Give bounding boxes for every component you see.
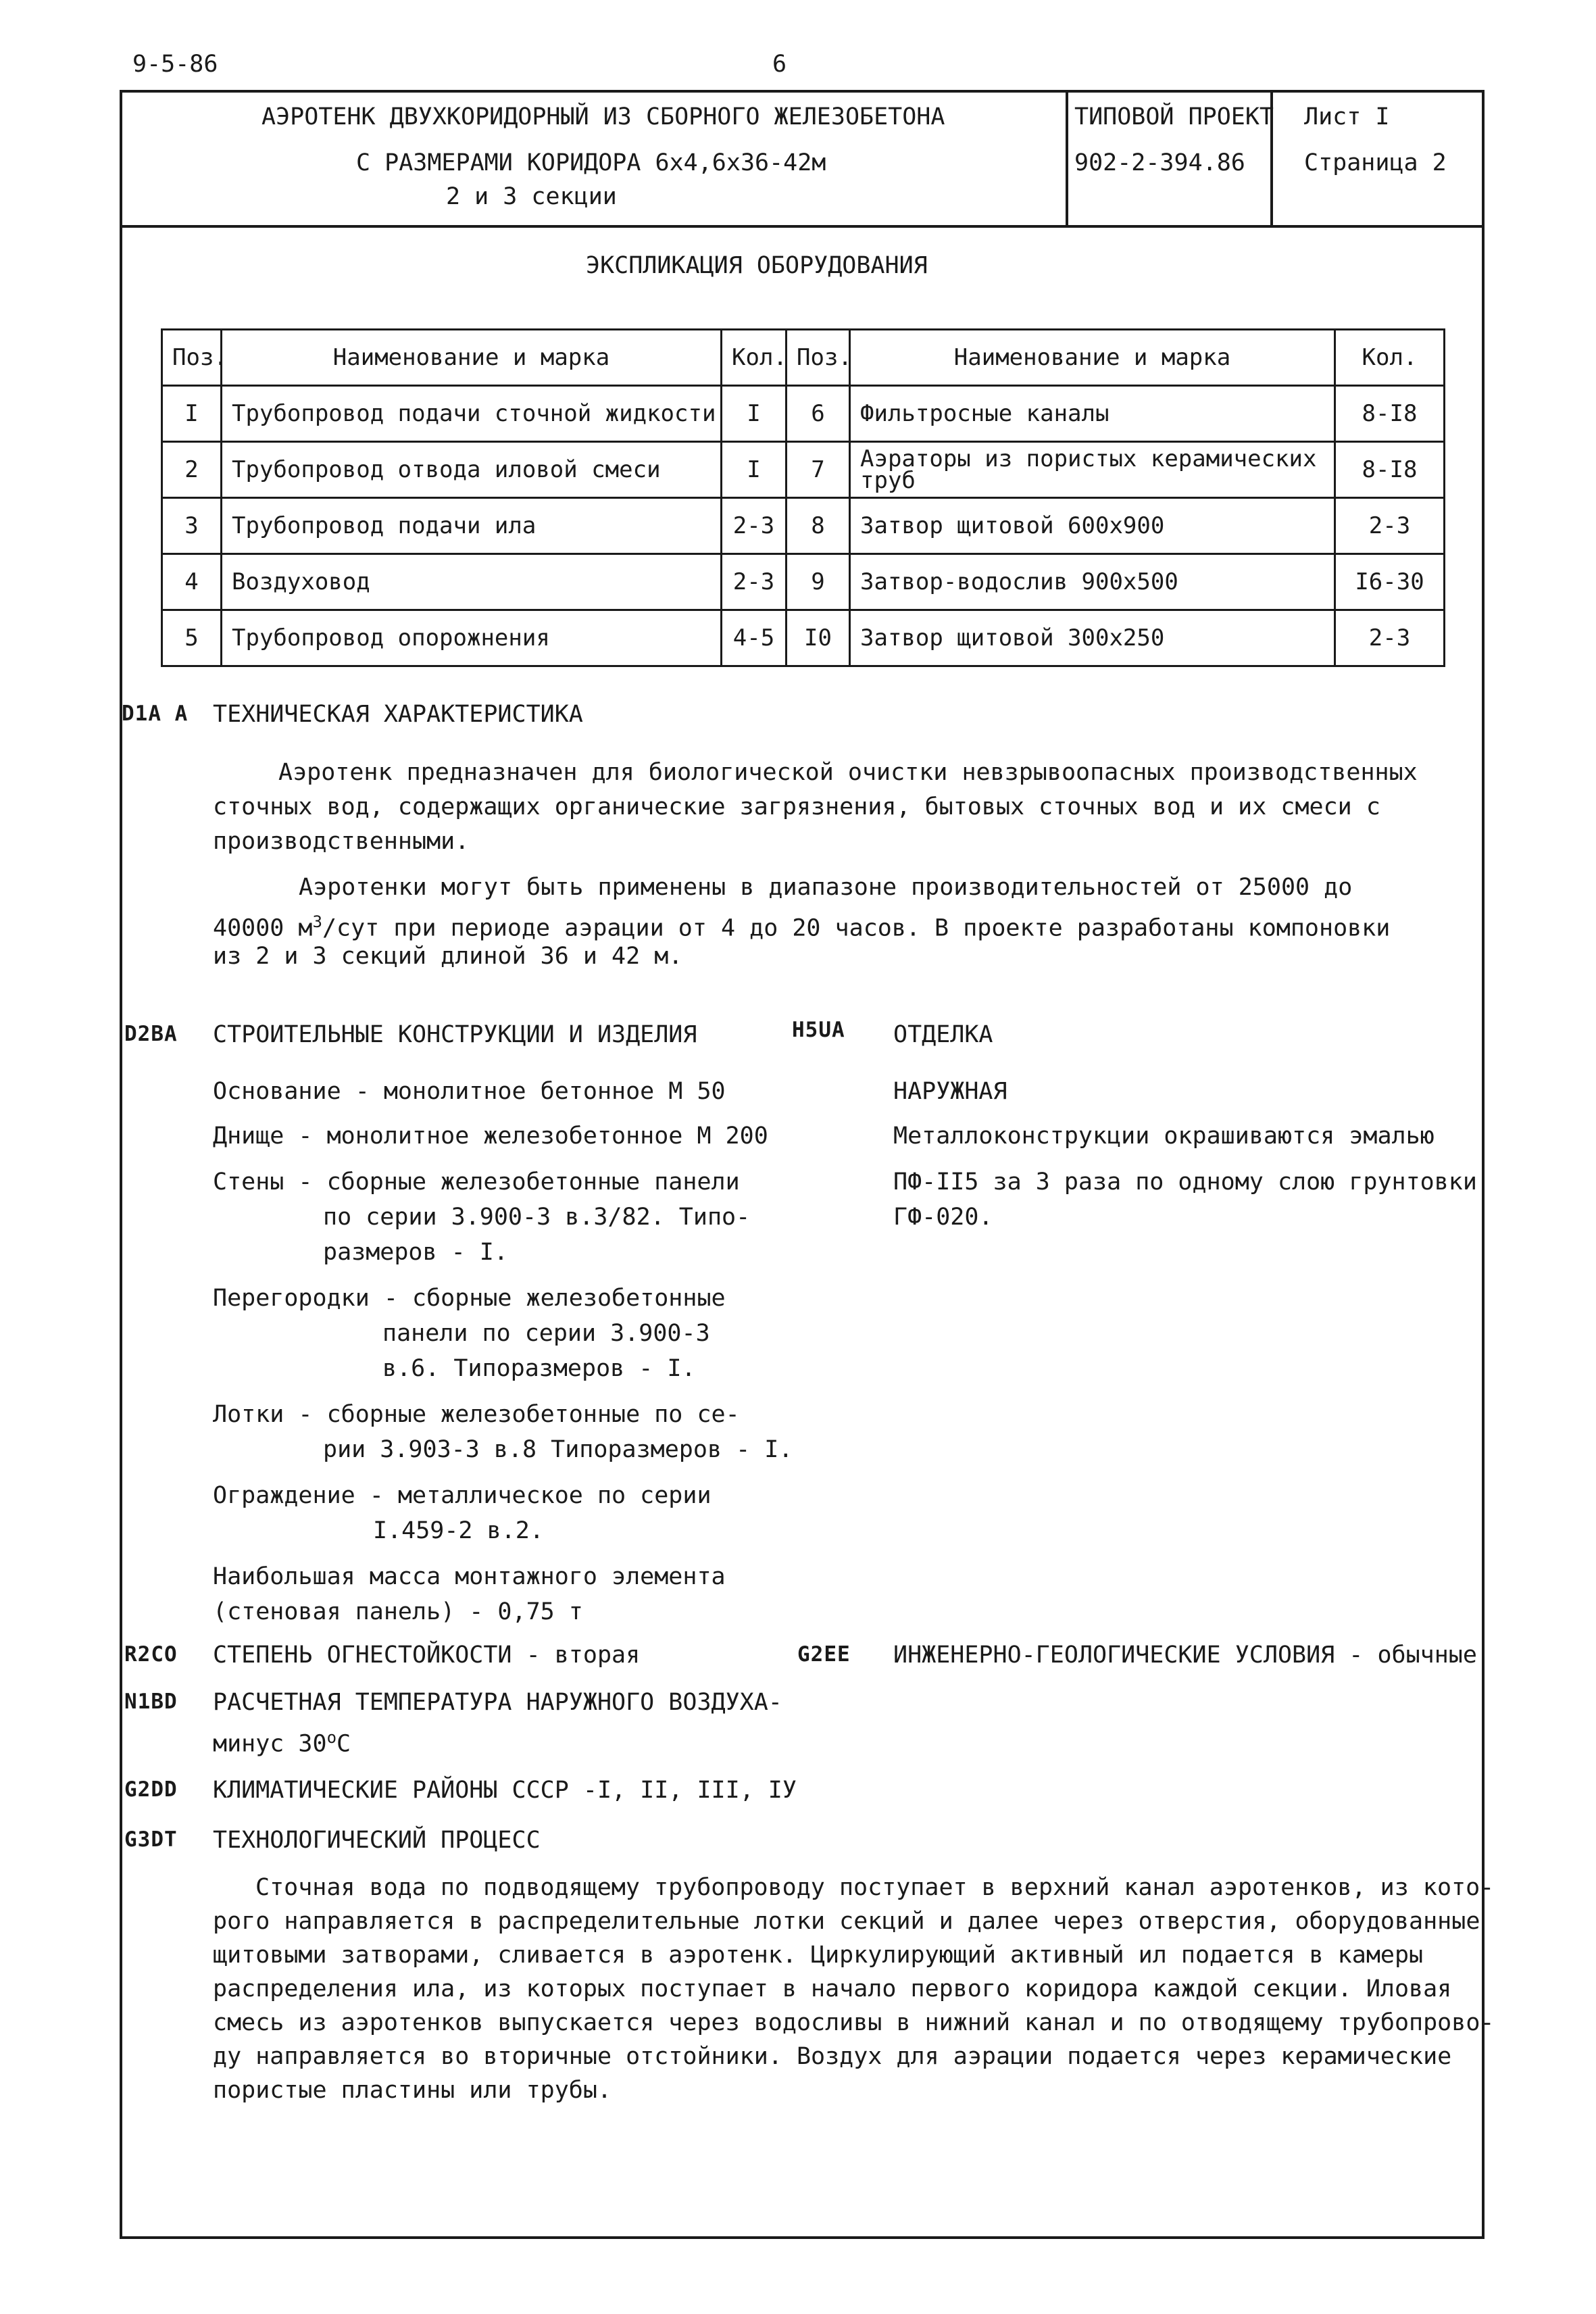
document-code: 9-5-86 [132,51,218,78]
section-code: D1A A [122,701,189,726]
quantity-cell: 4-5 [722,610,787,666]
position-cell: I [162,386,222,442]
name-cell: Трубопровод отвода иловой смеси [222,442,722,498]
position-cell: 6 [787,386,850,442]
paragraph-line: из 2 и 3 секций длиной 36 и 42 м. [213,943,683,970]
paragraph-line: щитовыми затворами, сливается в аэротенк. Циркулирующий активный ил подается в камеры [213,1942,1424,1969]
text-span: С [336,1730,351,1758]
title-line-1: АЭРОТЕНК ДВУХКОРИДОРНЫЙ ИЗ СБОРНОГО ЖЕЛЕЗОБЕТОНА [261,103,945,130]
section-code: R2CO [124,1642,178,1667]
construction-line: Перегородки - сборные железобетонные [213,1285,726,1312]
quantity-cell: 2-3 [1335,498,1445,554]
project-label: ТИПОВОЙ ПРОЕКТ [1074,103,1274,130]
name-cell: Фильтросные каналы [850,386,1335,442]
table-row [162,610,1445,666]
column-header: Поз. [162,330,222,386]
quantity-cell: I6-30 [1335,554,1445,610]
position-cell: I0 [787,610,850,666]
paragraph-line: Аэротенк предназначен для биологической очистки невзрывоопасных производственных [278,759,1418,786]
title-line-3: 2 и 3 секции [446,183,617,210]
table-row [162,554,1445,610]
construction-line: I.459-2 в.2. [373,1517,544,1544]
quantity-cell: I [722,442,787,498]
construction-line: Лотки - сборные железобетонные по се- [213,1401,740,1428]
quantity-cell: 8-I8 [1335,386,1445,442]
name-cell: Воздуховод [222,554,722,610]
section-code: H5UA [792,1018,845,1042]
name-cell: Затвор-водослив 900х500 [850,554,1335,610]
name-cell-line: Аэраторы из пористых керамических [860,445,1317,472]
quantity-cell: 2-3 [1335,610,1445,666]
fire-resistance: СТЕПЕНЬ ОГНЕСТОЙКОСТИ - вторая [213,1642,641,1669]
geology-conditions: ИНЖЕНЕРНО-ГЕОЛОГИЧЕСКИЕ УСЛОВИЯ - обычные [893,1642,1477,1669]
sheet-label: Лист I [1304,103,1390,130]
paragraph-line: производственными. [213,828,470,855]
text-span: минус 30 [213,1730,327,1758]
section-code: G2EE [797,1642,851,1667]
construction-line: Стены - сборные железобетонные панели [213,1168,740,1196]
section-code: N1BD [124,1690,178,1714]
column-header: Наименование и марка [222,330,722,386]
name-cell: Трубопровод подачи сточной жидкости [222,386,722,442]
position-cell: 2 [162,442,222,498]
column-header: Кол. [1335,330,1445,386]
position-cell: 3 [162,498,222,554]
equipment-table [161,328,1445,667]
paragraph-line: Аэротенки могут быть применены в диапазоне производительностей от 25000 до [299,874,1353,901]
position-cell: 9 [787,554,850,610]
table-row [162,386,1445,442]
construction-line: по серии 3.900-3 в.3/82. Типо- [323,1204,751,1231]
paragraph-line: смесь из аэротенков выпускается через водосливы в нижний канал и по отводящему трубопрово- [213,2009,1495,2036]
name-cell [850,442,1335,498]
superscript: о [326,1728,337,1747]
paragraph-line: Сточная вода по подводящему трубопроводу поступает в верхний канал аэротенков, из кото- [255,1874,1495,1901]
construction-line: размеров - I. [323,1239,508,1266]
title-line-2: С РАЗМЕРАМИ КОРИДОРА 6х4,6х36-42м [356,149,826,176]
finishing-line: ПФ-II5 за 3 раза по одному слою грунтовки [893,1168,1477,1196]
paragraph-line: рого направляется в распределительные лотки секций и далее через отверстия, оборудованные [213,1908,1480,1935]
project-number: 902-2-394.86 [1074,149,1245,176]
construction-line: в.6. Типоразмеров - I. [382,1355,696,1382]
paragraph-line: ду направляется во вторичные отстойники. Воздух для аэрации подается через керамические [213,2043,1452,2070]
quantity-cell: I [722,386,787,442]
construction-line: Наибольшая масса монтажного элемента [213,1563,726,1590]
temperature-line [213,1721,351,1761]
section-code: G2DD [124,1777,178,1802]
quantity-cell: 2-3 [722,554,787,610]
construction-line: (стеновая панель) - 0,75 т [213,1598,583,1625]
title-block-divider [120,225,1485,228]
section-heading: ТЕХНОЛОГИЧЕСКИЙ ПРОЦЕСС [213,1827,541,1854]
climate-regions: КЛИМАТИЧЕСКИЕ РАЙОНЫ СССР -I, II, III, IУ [213,1777,797,1804]
explication-title: ЭКСПЛИКАЦИЯ ОБОРУДОВАНИЯ [586,252,928,279]
name-cell: Трубопровод подачи ила [222,498,722,554]
column-header: Наименование и марка [850,330,1335,386]
construction-line: рии 3.903-3 в.8 Типоразмеров - I. [323,1436,793,1463]
finishing-line: Металлоконструкции окрашиваются эмалью [893,1123,1435,1150]
section-heading: ТЕХНИЧЕСКАЯ ХАРАКТЕРИСТИКА [213,701,583,728]
name-cell: Трубопровод опорожнения [222,610,722,666]
column-header: Кол. [722,330,787,386]
page-label: Страница 2 [1304,149,1447,176]
name-cell-line: труб [860,467,916,494]
position-cell: 5 [162,610,222,666]
section-code: D2BA [124,1022,178,1046]
construction-line: панели по серии 3.900-3 [382,1320,710,1347]
construction-line: Ограждение - металлическое по серии [213,1482,712,1509]
table-row [162,498,1445,554]
table-row [162,442,1445,498]
title-block-divider [1066,90,1068,226]
quantity-cell: 2-3 [722,498,787,554]
paragraph-line: сточных вод, содержащих органические загрязнения, бытовых сточных вод и их смеси с [213,793,1380,820]
column-header: Поз. [787,330,850,386]
section-heading: СТРОИТЕЛЬНЫЕ КОНСТРУКЦИИ И ИЗДЕЛИЯ [213,1021,697,1048]
name-cell: Затвор щитовой 300х250 [850,610,1335,666]
quantity-cell: 8-I8 [1335,442,1445,498]
position-cell: 7 [787,442,850,498]
finishing-line: ГФ-020. [893,1204,993,1231]
superscript: 3 [312,912,322,931]
construction-line: Днище - монолитное железобетонное М 200 [213,1123,768,1150]
text-span: 40000 м [213,914,313,942]
page-number: 6 [772,51,787,78]
section-heading: ОТДЕЛКА [893,1021,993,1048]
section-code: G3DT [124,1827,178,1852]
finishing-subheading: НАРУЖНАЯ [893,1078,1007,1105]
table-header-row [162,330,1445,386]
name-cell: Затвор щитовой 600х900 [850,498,1335,554]
temperature-line: РАСЧЕТНАЯ ТЕМПЕРАТУРА НАРУЖНОГО ВОЗДУХА- [213,1689,782,1716]
position-cell: 8 [787,498,850,554]
position-cell: 4 [162,554,222,610]
construction-line: Основание - монолитное бетонное М 50 [213,1078,726,1105]
paragraph-line: распределения ила, из которых поступает в начало первого коридора каждой секции. Иловая [213,1975,1452,2002]
text-span: /сут при периоде аэрации от 4 до 20 часов. В проекте разработаны компоновки [322,914,1391,942]
paragraph-line: пористые пластины или трубы. [213,2077,612,2104]
